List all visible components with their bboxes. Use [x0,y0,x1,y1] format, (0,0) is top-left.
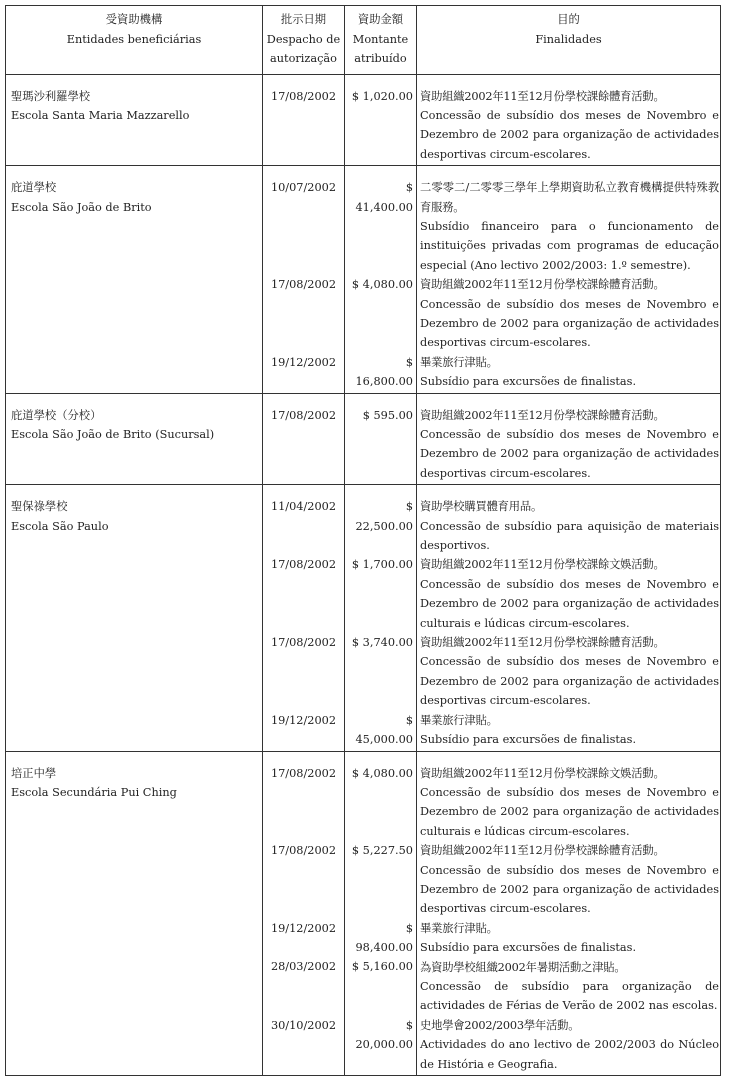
grant-purpose-zh: 資助組織2002年11至12月份學校課餘體育活動。 [420,844,665,858]
grant-date: 17/08/2002 [270,278,337,292]
grant-purpose-pt: Concessão de subsídio dos meses de Novembro e Dezembro de 2002 para organização de actividades desportivas circum-escolares. [420,863,719,916]
grants-table [5,5,721,1076]
grant-purpose-zh: 資助組織2002年11至12月份學校課餘文娛活動。 [420,558,665,572]
entity-name-pt: Escola São Paulo [11,519,109,533]
header-entity [6,6,263,75]
grant-amount: $ 45,000.00 [355,713,413,746]
grant-purpose-zh: 二零零二/二零零三學年上學期資助私立教育機構提供特殊教育服務。 [420,181,719,214]
grant-purpose [417,711,720,750]
group-row [6,751,721,1076]
grant-purpose-pt: Subsídio para excursões de finalistas. [420,375,637,389]
entity-name-zh: 聖瑪沙利羅學校 [11,89,91,103]
entity-cell [6,751,263,1076]
grant-purpose [417,275,720,353]
grant-purpose-zh: 資助組織2002年11至12月份學校課餘體育活動。 [420,408,665,422]
entity-cell [6,166,263,393]
entity-name-zh: 培正中學 [11,766,57,780]
grant-purpose [417,497,720,555]
purpose-cell [417,751,721,1076]
grant-purpose-zh: 史地學會2002/2003學年活動。 [420,1018,580,1032]
grant-purpose-zh: 資助學校購買體育用品。 [420,500,543,514]
amount-cell [345,751,417,1076]
grant-amount: $ 5,227.50 [351,844,413,858]
entity-name-pt: Escola São João de Brito [11,200,152,214]
header-entity-zh: 受資助機構 [105,13,163,26]
grant-purpose [417,1016,720,1074]
grant-purpose-zh: 為資助學校組織2002年暑期活動之津貼。 [420,960,626,974]
grant-purpose-pt: Concessão de subsídio dos meses de Novembro e Dezembro de 2002 para organização de actividades culturais e lúdicas circum-escolares. [420,785,719,838]
date-cell [263,166,345,393]
grant-date: 11/04/2002 [270,500,337,514]
date-cell [263,751,345,1076]
grant-purpose-pt: Subsídio para excursões de finalistas. [420,733,637,747]
entity-name-zh: 聖保祿學校 [11,500,68,514]
grant-amount: $ 22,500.00 [355,500,413,533]
grant-amount: $ 98,400.00 [355,921,413,955]
header-amount-pt-1: Montante [352,32,409,46]
header-entity-pt: Entidades beneficiárias [66,32,202,46]
grant-date: 17/08/2002 [270,636,337,649]
grant-amount: $ 16,800.00 [355,355,413,389]
grant-purpose [417,555,720,633]
header-date-zh: 批示日期 [280,13,327,26]
entity-name-zh: 庇道學校 [11,181,57,195]
grant-amount: $ 3,740.00 [351,636,413,649]
group-row [6,74,721,166]
grant-purpose-pt: Subsídio para excursões de finalistas. [420,941,637,955]
grant-date: 17/08/2002 [270,766,337,780]
grant-purpose-pt: Concessão de subsídio dos meses de Novembro e Dezembro de 2002 para organização de actividades culturais e lúdicas circum-escolares. [420,577,719,630]
grant-date: 19/12/2002 [270,713,337,727]
grant-amount: $ 1,020.00 [351,89,413,103]
group-row [6,393,721,485]
date-cell [263,485,345,751]
date-cell [263,393,345,485]
grant-amount: $ 5,160.00 [351,960,413,974]
grant-purpose [417,764,720,842]
grant-purpose [417,633,720,711]
grant-purpose-pt: Concessão de subsídio para aquisição de materiais desportivos. [420,519,719,553]
entity-cell [6,393,263,485]
grant-purpose-zh: 畢業旅行津貼。 [420,713,498,727]
amount-cell [345,393,417,485]
grant-purpose [417,353,720,392]
amount-cell [345,166,417,393]
grant-date: 17/08/2002 [270,408,337,422]
grant-purpose-pt: Concessão de subsídio dos meses de Novembro e Dezembro de 2002 para organização de actividades desportivas circum-escolares. [420,655,719,708]
header-purpose-zh: 目的 [557,13,580,26]
grant-purpose-zh: 資助組織2002年11至12月份學校課餘體育活動。 [420,89,665,103]
grants-body [6,74,721,1076]
grant-purpose [417,958,720,1016]
group-row [6,166,721,393]
grant-date: 17/08/2002 [270,558,337,572]
amount-cell [345,74,417,166]
purpose-cell [417,166,721,393]
amount-cell [345,485,417,751]
grant-date: 19/12/2002 [270,355,337,369]
header-amount [345,6,417,75]
header-purpose [417,6,721,75]
header-row [6,6,721,75]
grant-purpose-zh: 畢業旅行津貼。 [420,355,498,369]
grant-amount: $ 1,700.00 [351,558,413,572]
grant-purpose [417,841,720,919]
grant-purpose [417,87,720,165]
purpose-cell [417,393,721,485]
header-amount-zh: 資助金額 [357,13,404,26]
grant-purpose-pt: Subsídio financeiro para o funcionamento de instituições privadas com programas de educação especial (Ano lectivo 2002/2003: 1.º semestre). [420,219,719,272]
grant-purpose-pt: Concessão de subsídio dos meses de Novembro e Dezembro de 2002 para organização de actividades desportivas circum-escolares. [420,108,719,161]
grant-purpose-pt: Concessão de subsídio dos meses de Novembro e Dezembro de 2002 para organização de actividades desportivas circum-escolares. [420,297,719,350]
grant-purpose-zh: 資助組織2002年11至12月份學校課餘體育活動。 [420,636,665,650]
grant-date: 17/08/2002 [270,844,337,858]
grant-purpose-zh: 畢業旅行津貼。 [420,921,498,935]
grant-purpose-zh: 資助組織2002年11至12月份學校課餘文娛活動。 [420,766,665,780]
grant-purpose [417,178,720,275]
entity-name-pt: Escola Secundária Pui Ching [11,786,177,799]
grant-amount: $ 595.00 [362,408,413,422]
grant-amount: $ 4,080.00 [351,766,413,780]
grant-date: 19/12/2002 [270,921,337,935]
purpose-cell [417,74,721,166]
header-date-pt-2: autorização [270,52,337,65]
header-amount-pt-2: atribuído [354,52,407,65]
entity-name-pt: Escola Santa Maria Mazzarello [11,109,190,122]
grant-date: 30/10/2002 [270,1018,337,1032]
grant-amount: $ 41,400.00 [355,181,413,214]
purpose-cell [417,485,721,751]
entity-name-pt: Escola São João de Brito (Sucursal) [11,428,215,442]
grant-amount: $ 20,000.00 [355,1018,413,1052]
grant-purpose [417,406,720,484]
group-row [6,485,721,751]
grant-purpose-pt: Concessão de subsídio dos meses de Novembro e Dezembro de 2002 para organização de actividades desportivas circum-escolares. [420,428,719,480]
entity-name-zh: 庇道學校（分校） [11,408,102,422]
grant-purpose-pt: Concessão de subsídio para organização de actividades de Férias de Verão de 2002 nas escolas. [420,979,719,1013]
header-purpose-pt: Finalidades [535,32,602,46]
entity-cell [6,74,263,166]
grant-purpose-pt: Actividades do ano lectivo de 2002/2003 do Núcleo de História e Geografia. [420,1038,719,1071]
grant-purpose [417,919,720,958]
grant-date: 28/03/2002 [270,960,337,974]
date-cell [263,74,345,166]
grant-purpose-zh: 資助組織2002年11至12月份學校課餘體育活動。 [420,278,665,292]
grant-date: 10/07/2002 [270,181,337,195]
header-date-pt-1: Despacho de [266,32,341,46]
grant-date: 17/08/2002 [270,89,337,103]
grant-amount: $ 4,080.00 [351,278,413,292]
entity-cell [6,485,263,751]
header-date [263,6,345,75]
